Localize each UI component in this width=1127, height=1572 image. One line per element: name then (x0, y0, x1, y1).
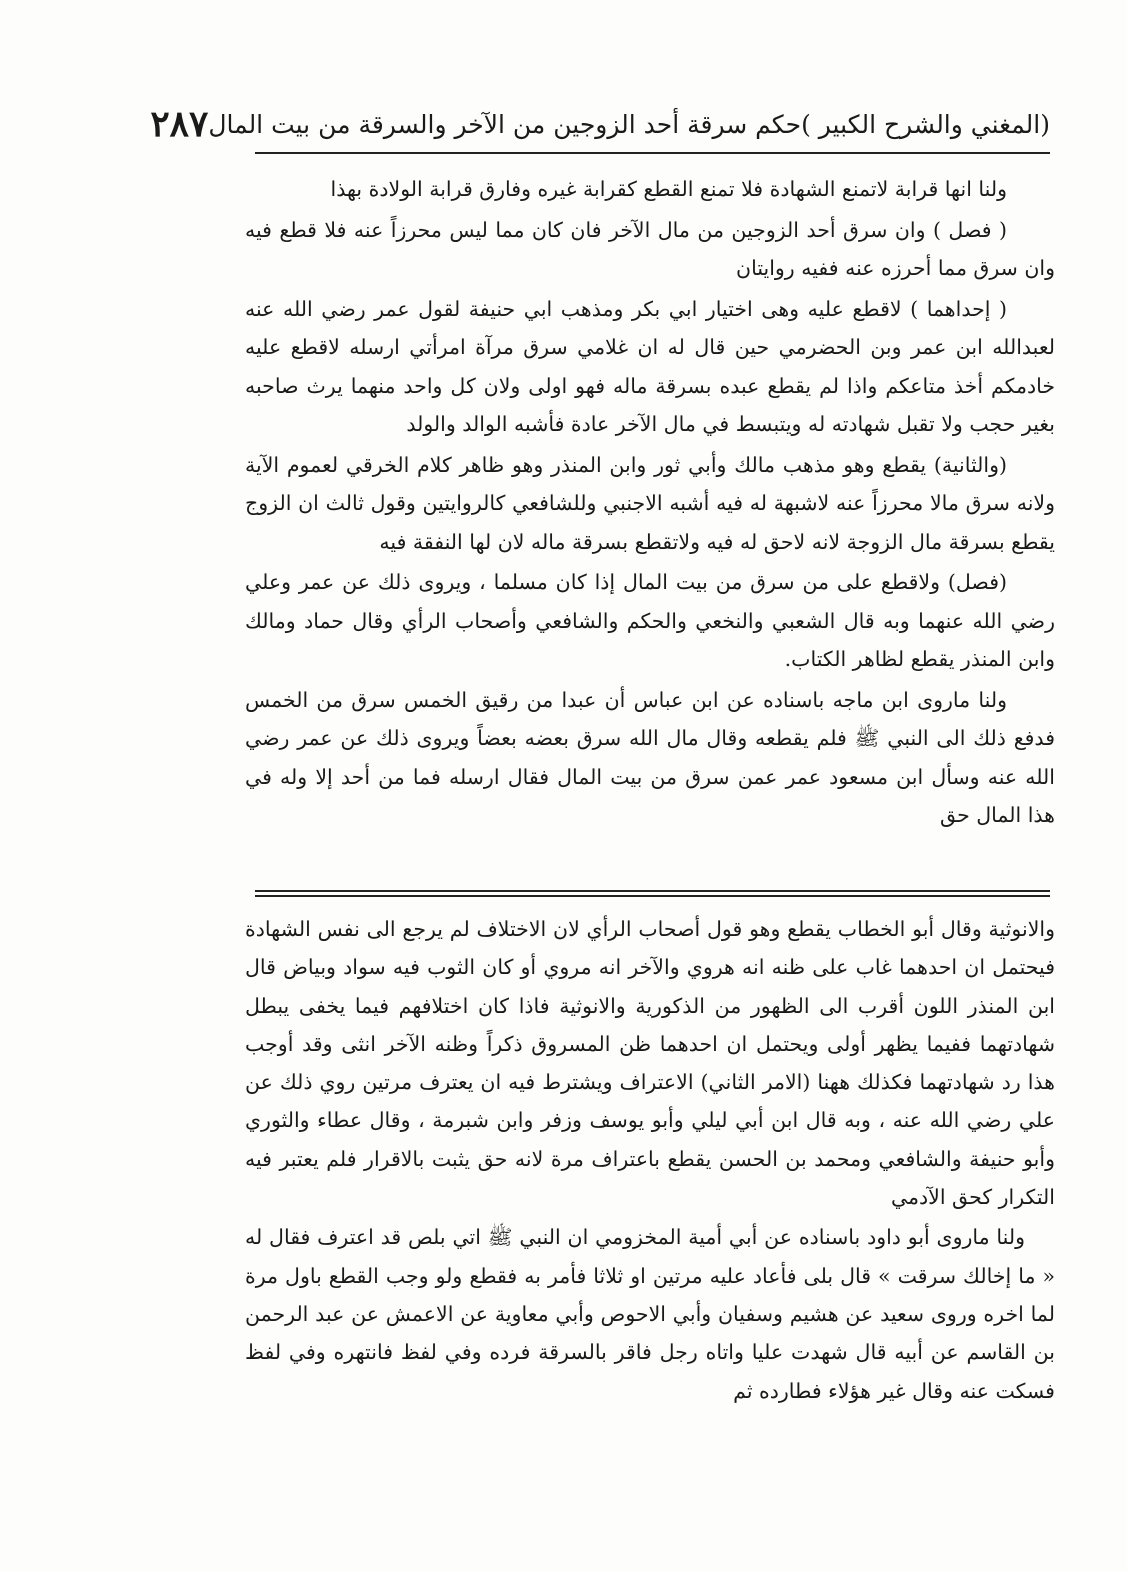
sharh-text-block (245, 910, 1055, 1412)
section-title: حكم سرقة أحد الزوجين من الآخر والسرقة من بيت المال (208, 109, 802, 139)
main-paragraph: ولنا انها قرابة لاتمنع الشهادة فلا تمنع القطع كقرابة غيره وفارق قرابة الولادة بهذا (330, 177, 1007, 201)
sharh-paragraph: والانوثية وقال أبو الخطاب يقطع وهو قول أصحاب الرأي لان الاختلاف لم يرجع الى نفس الشهادة فيحتمل ان احدهما غاب على ظنه انه هروي والآخر انه مروي أو كان الثوب فيه سواد وبياض قال ابن المنذر اللون أقرب الى الظهور من الذكورية والانوثية فاذا كان اختلافهم فيما يخفى يبطل شهادتهما ففيما يظهر أولى ويحتمل ان احدهما ظن المسروق ذكراً وظنه الآخر انثى وقد أوجب هذا رد شهادتهما فكذلك ههنا (الامر الثاني) الاعتراف ويشترط فيه ان يعترف مرتين روي ذلك عن علي رضي الله عنه ، وبه قال ابن أبي ليلي وأبو يوسف وزفر وابن شبرمة ، وقال عطاء والثوري وأبو حنيفة والشافعي ومحمد بن الحسن يقطع باعتراف مرة لانه حق يثبت بالاقرار فلم يعتبر فيه التكرار كحق الآدمي (245, 917, 1055, 1210)
main-paragraph: ولنا ماروى ابن ماجه باسناده عن ابن عباس أن عبدا من رقيق الخمس سرق من الخمس فدفع ذلك الى النبي ﷺ فلم يقطعه وقال مال الله سرق بعضه بعضاً ويروى ذلك عن عمر رضي الله عنه وسأل ابن مسعود عمر عمن سرق من بيت المال فقال ارسله فما من أحد إلا وله في هذا المال حق (245, 687, 1055, 827)
main-paragraph: (فصل) ولاقطع على من سرق من بيت المال إذا كان مسلما ، ويروى ذلك عن عمر وعلي رضي الله عنهما وبه قال الشعبي والنخعي والحكم والشافعي وأصحاب الرأي وقال حماد ومالك وابن المنذر يقطع لظاهر الكتاب. (245, 570, 1055, 671)
sharh-paragraph: ولنا ماروى أبو داود باسناده عن أبي أمية المخزومي ان النبي ﷺ اتي بلص قد اعترف فقال له « ما إخالك سرقت » قال بلى فأعاد عليه مرتين او ثلاثا فأمر به فقطع ولو وجب القطع باول مرة لما اخره وروى سعيد عن هشيم وسفيان وأبي الاحوص وأبي معاوية عن الاعمش عن عبد الرحمن بن القاسم عن أبيه قال شهدت عليا واتاه رجل فاقر بالسرقة فرده وفي لفظ فانتهره وفي لفظ فسكت عنه وقال غير هؤلاء فطارده ثم (245, 1225, 1055, 1403)
text-divider (255, 890, 1050, 897)
main-paragraph: ( فصل ) وان سرق أحد الزوجين من مال الآخر فان كان مما ليس محرزاً عنه فلا قطع فيه وان سرق مما أحرزه عنه ففيه روايتان (245, 217, 1055, 280)
book-title: (المغني والشرح الكبير ) (801, 109, 1050, 139)
header-rule (255, 152, 1050, 154)
main-paragraph: ( إحداهما ) لاقطع عليه وهى اختيار ابي بكر ومذهب ابي حنيفة لقول عمر رضي الله عنه لعبدالله ابن عمر وبن الحضرمي حين قال له ان غلامي سرق مرآة امرأتي ارسله لاقطع عليه خادمكم أخذ متاعكم واذا لم يقطع عبده بسرقة ماله فهو اولى ولان كل واحد منهما يرث صاحبه بغير حجب ولا تقبل شهادته له ويتبسط في مال الآخر عادة فأشبه الوالد والولد (245, 296, 1055, 436)
main-text-block (245, 170, 1055, 837)
main-paragraph: (والثانية) يقطع وهو مذهب مالك وأبي ثور وابن المنذر وهو ظاهر كلام الخرقي لعموم الآية ولانه سرق مالا محرزاً عنه لاشبهة له فيه أشبه الاجنبي وللشافعي كالروايتين وقول ثالث ان الزوج يقطع بسرقة مال الزوجة لانه لاحق له فيه ولاتقطع بسرقة ماله لان لها النفقة فيه (245, 452, 1055, 554)
page-header (150, 96, 1050, 152)
page-number: ٢٨٧ (150, 103, 209, 145)
